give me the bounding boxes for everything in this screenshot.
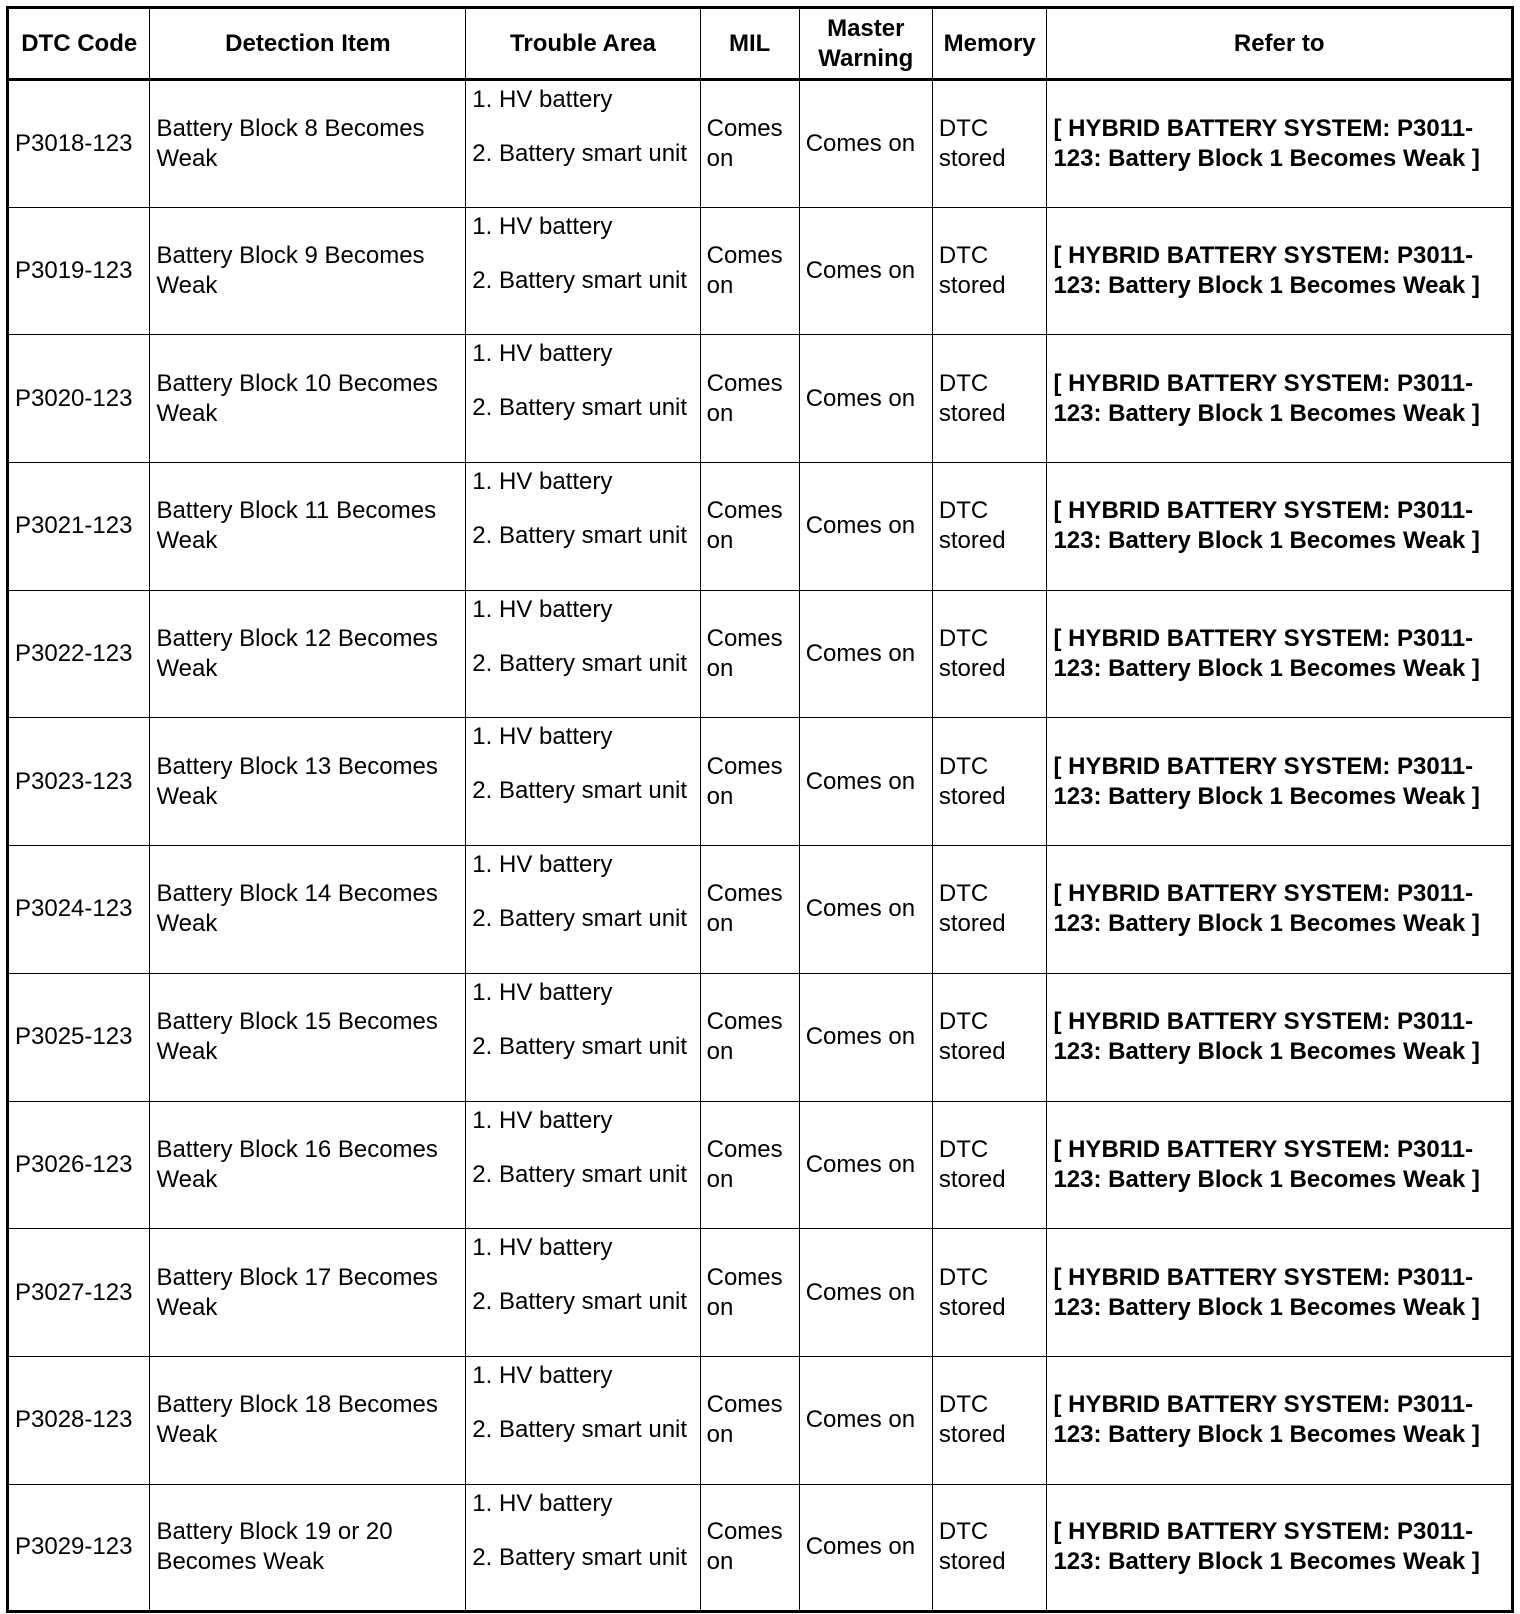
- memory-status: DTC stored: [938, 1391, 1006, 1449]
- dtc-code-cell: [8, 1484, 150, 1612]
- master-warning-cell: [799, 846, 932, 974]
- detection-item-cell: [150, 207, 466, 335]
- master-warning-status: Comes on: [805, 257, 916, 285]
- memory-cell: [932, 718, 1047, 846]
- trouble-area-item-1: 1. HV battery: [472, 468, 613, 496]
- trouble-area-item-1: 1. HV battery: [472, 1234, 613, 1262]
- refer-to-cell: [1047, 463, 1513, 591]
- mil-cell: [700, 590, 799, 718]
- table-row: [8, 80, 1513, 208]
- trouble-area-item-1: 1. HV battery: [472, 340, 613, 368]
- dtc-table: [6, 6, 1514, 1613]
- dtc-code: P3020-123: [15, 384, 133, 412]
- mil-status: Comes on: [706, 1135, 783, 1193]
- trouble-area-item-1: 1. HV battery: [472, 978, 613, 1006]
- trouble-area-item-2: 2. Battery smart unit: [472, 1288, 688, 1316]
- dtc-code-cell: [8, 1356, 150, 1484]
- trouble-area-item-2: 2. Battery smart unit: [472, 394, 688, 422]
- memory-status: DTC stored: [938, 1518, 1006, 1576]
- master-warning-cell: [799, 80, 932, 208]
- trouble-area-item-1: 1. HV battery: [472, 1489, 613, 1517]
- mil-status: Comes on: [706, 1263, 783, 1321]
- mil-status: Comes on: [706, 752, 783, 810]
- trouble-area-item-2: 2. Battery smart unit: [472, 266, 688, 294]
- table-row: [8, 846, 1513, 974]
- mil-cell: [700, 80, 799, 208]
- mil-status: Comes on: [706, 497, 783, 555]
- detection-item: Battery Block 16 Becomes Weak: [156, 1135, 438, 1193]
- mil-cell: [700, 718, 799, 846]
- memory-cell: [932, 335, 1047, 463]
- refer-to-link: [ HYBRID BATTERY SYSTEM: P3011-123: Battery Block 1 Becomes Weak ]: [1053, 1263, 1480, 1321]
- table-row: [8, 1484, 1513, 1612]
- memory-cell: [932, 80, 1047, 208]
- dtc-code-cell: [8, 207, 150, 335]
- refer-to-cell: [1047, 846, 1513, 974]
- table-row: [8, 1101, 1513, 1229]
- memory-status: DTC stored: [938, 880, 1006, 938]
- refer-to-link: [ HYBRID BATTERY SYSTEM: P3011-123: Battery Block 1 Becomes Weak ]: [1053, 880, 1480, 938]
- master-warning-cell: [799, 1229, 932, 1357]
- refer-to-link: [ HYBRID BATTERY SYSTEM: P3011-123: Battery Block 1 Becomes Weak ]: [1053, 242, 1480, 300]
- header-mil: MIL: [700, 8, 799, 80]
- memory-status: DTC stored: [938, 242, 1006, 300]
- master-warning-cell: [799, 590, 932, 718]
- memory-status: DTC stored: [938, 1263, 1006, 1321]
- detection-item: Battery Block 8 Becomes Weak: [156, 114, 425, 172]
- mil-status: Comes on: [706, 1008, 783, 1066]
- refer-to-cell: [1047, 1356, 1513, 1484]
- dtc-code: P3023-123: [15, 767, 133, 795]
- trouble-area-item-2: 2. Battery smart unit: [472, 522, 688, 550]
- master-warning-status: Comes on: [805, 895, 916, 923]
- refer-to-link: [ HYBRID BATTERY SYSTEM: P3011-123: Battery Block 1 Becomes Weak ]: [1053, 752, 1480, 810]
- master-warning-cell: [799, 207, 932, 335]
- dtc-code: P3019-123: [15, 257, 133, 285]
- table-row: [8, 335, 1513, 463]
- trouble-area-item-2: 2. Battery smart unit: [472, 1543, 688, 1571]
- mil-status: Comes on: [706, 880, 783, 938]
- memory-status: DTC stored: [938, 369, 1006, 427]
- refer-to-cell: [1047, 1101, 1513, 1229]
- mil-status: Comes on: [706, 1391, 783, 1449]
- refer-to-cell: [1047, 207, 1513, 335]
- memory-status: DTC stored: [938, 497, 1006, 555]
- mil-cell: [700, 1356, 799, 1484]
- table-row: [8, 463, 1513, 591]
- dtc-code: P3022-123: [15, 640, 133, 668]
- master-warning-status: Comes on: [805, 1406, 916, 1434]
- detection-item: Battery Block 18 Becomes Weak: [156, 1391, 438, 1449]
- master-warning-cell: [799, 463, 932, 591]
- trouble-area-item-1: 1. HV battery: [472, 851, 613, 879]
- refer-to-link: [ HYBRID BATTERY SYSTEM: P3011-123: Battery Block 1 Becomes Weak ]: [1053, 1391, 1480, 1449]
- refer-to-cell: [1047, 80, 1513, 208]
- refer-to-cell: [1047, 973, 1513, 1101]
- mil-status: Comes on: [706, 1518, 783, 1576]
- table-row: [8, 1356, 1513, 1484]
- memory-cell: [932, 846, 1047, 974]
- trouble-area-cell: [466, 1484, 700, 1612]
- dtc-code-cell: [8, 463, 150, 591]
- dtc-code: P3025-123: [15, 1023, 133, 1051]
- header-trouble-area: Trouble Area: [466, 8, 700, 80]
- detection-item: Battery Block 11 Becomes Weak: [156, 497, 437, 555]
- detection-item-cell: [150, 718, 466, 846]
- detection-item: Battery Block 17 Becomes Weak: [156, 1263, 438, 1321]
- memory-status: DTC stored: [938, 114, 1006, 172]
- detection-item: Battery Block 13 Becomes Weak: [156, 752, 438, 810]
- header-master-warning: Master Warning: [799, 8, 932, 80]
- dtc-code-cell: [8, 718, 150, 846]
- trouble-area-item-2: 2. Battery smart unit: [472, 1160, 688, 1188]
- detection-item-cell: [150, 1101, 466, 1229]
- dtc-code-cell: [8, 1101, 150, 1229]
- memory-cell: [932, 1229, 1047, 1357]
- detection-item-cell: [150, 1229, 466, 1357]
- refer-to-cell: [1047, 1229, 1513, 1357]
- table-row: [8, 973, 1513, 1101]
- master-warning-status: Comes on: [805, 1150, 916, 1178]
- dtc-code-cell: [8, 80, 150, 208]
- table-row: [8, 1229, 1513, 1357]
- header-row: [8, 8, 1513, 80]
- detection-item: Battery Block 12 Becomes Weak: [156, 625, 438, 683]
- memory-cell: [932, 1101, 1047, 1229]
- trouble-area-item-2: 2. Battery smart unit: [472, 905, 688, 933]
- trouble-area-cell: [466, 207, 700, 335]
- dtc-code: P3027-123: [15, 1278, 133, 1306]
- table-row: [8, 590, 1513, 718]
- mil-cell: [700, 335, 799, 463]
- master-warning-status: Comes on: [805, 1023, 916, 1051]
- mil-status: Comes on: [706, 369, 783, 427]
- memory-cell: [932, 207, 1047, 335]
- refer-to-link: [ HYBRID BATTERY SYSTEM: P3011-123: Battery Block 1 Becomes Weak ]: [1053, 1135, 1480, 1193]
- dtc-code: P3018-123: [15, 129, 133, 157]
- trouble-area-cell: [466, 973, 700, 1101]
- dtc-code-cell: [8, 1229, 150, 1357]
- master-warning-cell: [799, 1101, 932, 1229]
- detection-item: Battery Block 14 Becomes Weak: [156, 880, 438, 938]
- header-detection-item: Detection Item: [150, 8, 466, 80]
- trouble-area-cell: [466, 846, 700, 974]
- table-row: [8, 718, 1513, 846]
- mil-cell: [700, 846, 799, 974]
- trouble-area-cell: [466, 463, 700, 591]
- dtc-code-cell: [8, 590, 150, 718]
- trouble-area-item-2: 2. Battery smart unit: [472, 1032, 688, 1060]
- trouble-area-item-1: 1. HV battery: [472, 723, 613, 751]
- mil-cell: [700, 1484, 799, 1612]
- master-warning-cell: [799, 1356, 932, 1484]
- mil-cell: [700, 973, 799, 1101]
- trouble-area-cell: [466, 80, 700, 208]
- memory-cell: [932, 463, 1047, 591]
- trouble-area-item-1: 1. HV battery: [472, 1106, 613, 1134]
- trouble-area-item-2: 2. Battery smart unit: [472, 649, 688, 677]
- dtc-code: P3028-123: [15, 1406, 133, 1434]
- memory-status: DTC stored: [938, 752, 1006, 810]
- detection-item: Battery Block 10 Becomes Weak: [156, 369, 438, 427]
- refer-to-cell: [1047, 1484, 1513, 1612]
- refer-to-cell: [1047, 718, 1513, 846]
- trouble-area-cell: [466, 718, 700, 846]
- header-memory: Memory: [932, 8, 1047, 80]
- table-body: [8, 80, 1513, 1612]
- memory-cell: [932, 1356, 1047, 1484]
- trouble-area-cell: [466, 1229, 700, 1357]
- trouble-area-item-1: 1. HV battery: [472, 1361, 613, 1389]
- refer-to-link: [ HYBRID BATTERY SYSTEM: P3011-123: Battery Block 1 Becomes Weak ]: [1053, 625, 1480, 683]
- detection-item: Battery Block 15 Becomes Weak: [156, 1008, 438, 1066]
- mil-cell: [700, 463, 799, 591]
- detection-item: Battery Block 19 or 20 Becomes Weak: [156, 1518, 393, 1576]
- refer-to-link: [ HYBRID BATTERY SYSTEM: P3011-123: Battery Block 1 Becomes Weak ]: [1053, 1518, 1480, 1576]
- dtc-code: P3026-123: [15, 1150, 133, 1178]
- dtc-code: P3021-123: [15, 512, 133, 540]
- memory-status: DTC stored: [938, 625, 1006, 683]
- refer-to-link: [ HYBRID BATTERY SYSTEM: P3011-123: Battery Block 1 Becomes Weak ]: [1053, 369, 1480, 427]
- refer-to-link: [ HYBRID BATTERY SYSTEM: P3011-123: Battery Block 1 Becomes Weak ]: [1053, 497, 1480, 555]
- memory-cell: [932, 590, 1047, 718]
- trouble-area-item-2: 2. Battery smart unit: [472, 777, 688, 805]
- table-row: [8, 207, 1513, 335]
- mil-cell: [700, 1229, 799, 1357]
- trouble-area-cell: [466, 590, 700, 718]
- trouble-area-item-2: 2. Battery smart unit: [472, 1415, 688, 1443]
- trouble-area-item-1: 1. HV battery: [472, 595, 613, 623]
- detection-item-cell: [150, 590, 466, 718]
- master-warning-cell: [799, 973, 932, 1101]
- trouble-area-item-1: 1. HV battery: [472, 212, 613, 240]
- master-warning-cell: [799, 718, 932, 846]
- mil-status: Comes on: [706, 114, 783, 172]
- mil-status: Comes on: [706, 242, 783, 300]
- detection-item-cell: [150, 80, 466, 208]
- master-warning-status: Comes on: [805, 767, 916, 795]
- dtc-code: P3029-123: [15, 1533, 133, 1561]
- master-warning-status: Comes on: [805, 1278, 916, 1306]
- detection-item-cell: [150, 973, 466, 1101]
- detection-item-cell: [150, 335, 466, 463]
- mil-cell: [700, 207, 799, 335]
- master-warning-status: Comes on: [805, 512, 916, 540]
- refer-to-link: [ HYBRID BATTERY SYSTEM: P3011-123: Battery Block 1 Becomes Weak ]: [1053, 114, 1480, 172]
- detection-item-cell: [150, 1484, 466, 1612]
- trouble-area-cell: [466, 1356, 700, 1484]
- dtc-code-cell: [8, 846, 150, 974]
- memory-status: DTC stored: [938, 1135, 1006, 1193]
- master-warning-status: Comes on: [805, 640, 916, 668]
- dtc-code-cell: [8, 973, 150, 1101]
- trouble-area-cell: [466, 335, 700, 463]
- trouble-area-item-1: 1. HV battery: [472, 86, 613, 113]
- dtc-code: P3024-123: [15, 895, 133, 923]
- dtc-code-cell: [8, 335, 150, 463]
- memory-cell: [932, 1484, 1047, 1612]
- mil-cell: [700, 1101, 799, 1229]
- detection-item: Battery Block 9 Becomes Weak: [156, 242, 425, 300]
- detection-item-cell: [150, 846, 466, 974]
- mil-status: Comes on: [706, 625, 783, 683]
- refer-to-cell: [1047, 590, 1513, 718]
- master-warning-status: Comes on: [805, 1533, 916, 1561]
- detection-item-cell: [150, 1356, 466, 1484]
- master-warning-status: Comes on: [805, 129, 916, 157]
- refer-to-link: [ HYBRID BATTERY SYSTEM: P3011-123: Battery Block 1 Becomes Weak ]: [1053, 1008, 1480, 1066]
- header-dtc-code: DTC Code: [8, 8, 150, 80]
- detection-item-cell: [150, 463, 466, 591]
- master-warning-cell: [799, 1484, 932, 1612]
- trouble-area-item-2: 2. Battery smart unit: [472, 140, 688, 167]
- refer-to-cell: [1047, 335, 1513, 463]
- master-warning-cell: [799, 335, 932, 463]
- memory-status: DTC stored: [938, 1008, 1006, 1066]
- memory-cell: [932, 973, 1047, 1101]
- master-warning-status: Comes on: [805, 384, 916, 412]
- trouble-area-cell: [466, 1101, 700, 1229]
- header-refer-to: Refer to: [1047, 8, 1513, 80]
